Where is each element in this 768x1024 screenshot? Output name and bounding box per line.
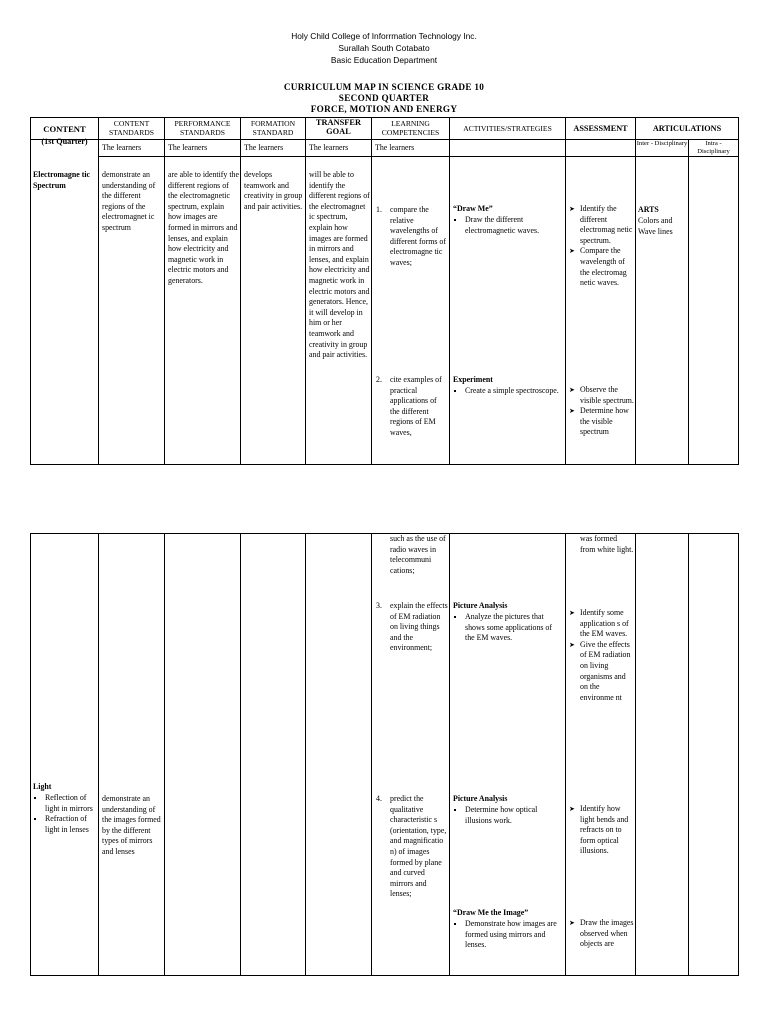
learners-label: The learners bbox=[309, 143, 349, 152]
col-header-performance-standards: PERFORMANCE STANDARDS bbox=[174, 119, 231, 137]
col-header-learning-competencies: LEARNING COMPETENCIES bbox=[381, 119, 440, 137]
assessment-list-5 bbox=[569, 918, 634, 974]
assessment-item: ➤ Identify some application s of the EM waves. bbox=[580, 608, 634, 640]
activity-draw-me-title: “Draw Me” bbox=[453, 204, 493, 213]
light-content-standard-text: demonstrate an understanding of the images formed by the different types of mirrors and lenses bbox=[102, 794, 161, 856]
content-light-title: Light bbox=[33, 782, 52, 791]
col-header-activities: ACTIVITIES/STRATEGIES bbox=[463, 124, 552, 133]
content-electromagnetic-spectrum: Electromagne tic Spectrum bbox=[33, 170, 91, 190]
assessment-item: ➤ Give the effects of EM radiation on living organisms and on the environme nt bbox=[580, 640, 634, 704]
competency-number: 2. bbox=[376, 375, 382, 384]
content-standard-text: demonstrate an understanding of the different regions of the electromagnet ic spectrum bbox=[102, 170, 156, 232]
activity-item: ▪ Demonstrate how images are formed using mirrors and lenses. bbox=[465, 919, 563, 951]
assessment-continued: was formed from white light. bbox=[580, 534, 634, 554]
assessment-list-4 bbox=[569, 804, 634, 857]
competency-4-text: predict the qualitative characteristic s (orientation, type, and magnificatio n) of images formed by plane and curved mirrors and lenses; bbox=[390, 794, 447, 899]
assessment-list-1 bbox=[569, 204, 634, 289]
col-header-intra-disciplinary: Intra - Disciplinary bbox=[697, 140, 730, 155]
col-header-transfer-goal: TRANSFER GOAL bbox=[315, 118, 362, 136]
activity-experiment bbox=[453, 386, 563, 397]
learners-label: The learners bbox=[102, 143, 142, 152]
content-item: ▪ Refraction of light in lenses bbox=[45, 814, 97, 835]
col-header-content-standards: CONTENT STANDARDS bbox=[109, 119, 154, 137]
school-name: Holy Child College of Inforrmation Technology Inc. bbox=[291, 31, 477, 41]
assessment-item: ➤ Observe the visible spectrum. bbox=[580, 385, 634, 406]
topic-title: FORCE, MOTION AND ENERGY bbox=[310, 104, 458, 114]
assessment-item: ➤ Determine how the visible spectrum bbox=[580, 406, 634, 438]
activity-picture-analysis-title: Picture Analysis bbox=[453, 601, 508, 610]
col-header-assessment: ASSESSMENT bbox=[573, 124, 628, 133]
activity-item: ▪ Draw the different electromagnetic waves. bbox=[465, 215, 563, 236]
assessment-item: ➤ Identify the different electromag netic spectrum. bbox=[580, 204, 634, 246]
articulation-arts-title: ARTS bbox=[638, 205, 659, 214]
assessment-item: ➤ Draw the images observed when objects are bbox=[580, 918, 634, 950]
document-title: CURRICULUM MAP IN SCIENCE GRADE 10 bbox=[283, 82, 485, 92]
competency-2-text: cite examples of practical applications of the different regions of EM waves, bbox=[390, 375, 442, 437]
school-address: Surallah South Cotabato bbox=[338, 43, 430, 53]
learners-label: The learners bbox=[244, 143, 284, 152]
activity-picture-analysis-2-title: Picture Analysis bbox=[453, 794, 508, 803]
activity-draw-me-image bbox=[453, 919, 563, 951]
activity-draw-me bbox=[453, 215, 563, 236]
department-name: Basic Education Department bbox=[330, 55, 438, 65]
assessment-list-2 bbox=[569, 385, 634, 463]
competency-2-continued: such as the use of radio waves in telecommuni cations; bbox=[390, 534, 446, 575]
transfer-goal-text: will be able to identify the different regions of the electromagnet ic spectrum, explain how images are formed in mirrors and lenses, and explain how electricity and magnetic work in electric motors and generators. Hence, it will develop in him or her teamwork and creativity in group and pair activities. bbox=[309, 170, 370, 360]
activity-item: ▪ Create a simple spectroscope. bbox=[465, 386, 563, 397]
assessment-item: ➤ Compare the wavelength of the electromag netic waves. bbox=[580, 246, 634, 288]
competency-1-text: compare the relative wavelengths of different forms of electromagne tic waves; bbox=[390, 205, 446, 267]
col-header-content: CONTENT bbox=[43, 124, 86, 134]
activity-experiment-title: Experiment bbox=[453, 375, 493, 384]
activity-picture-analysis-2 bbox=[453, 805, 563, 826]
col-header-inter-disciplinary: Inter - Disciplinary bbox=[636, 140, 688, 147]
articulation-arts-text: Colors and Wave lines bbox=[638, 216, 673, 236]
content-item: ▪ Reflection of light in mirrors bbox=[45, 793, 97, 814]
learners-label: The learners bbox=[375, 143, 415, 152]
assessment-item: ➤ Identify how light bends and refracts on to form optical illusions. bbox=[580, 804, 634, 857]
col-header-articulations: ARTICULATIONS bbox=[652, 124, 722, 133]
competency-number: 4. bbox=[376, 794, 382, 803]
quarter-title: SECOND QUARTER bbox=[338, 93, 430, 103]
performance-standard-text: are able to identify the different regions of the electromagnetic spectrum, explain how images are formed in mirrors and lenses, and explain how electricity and magnetic work in electric motors and generators. bbox=[168, 170, 239, 285]
assessment-list-3 bbox=[569, 608, 634, 703]
competency-number: 1. bbox=[376, 205, 382, 214]
activity-item: ▪ Determine how optical illusions work. bbox=[465, 805, 563, 826]
activity-item: ▪ Analyze the pictures that shows some applications of the EM waves. bbox=[465, 612, 563, 644]
activity-draw-me-image-title: “Draw Me the Image” bbox=[453, 908, 529, 917]
content-light-list bbox=[33, 793, 97, 835]
col-header-formation-standard: FORMATION STANDARD bbox=[250, 119, 296, 137]
col-header-quarter: (1st Quarter) bbox=[41, 137, 88, 146]
formation-standard-text: develops teamwork and creativity in group and pair activities. bbox=[244, 170, 303, 211]
learners-label: The learners bbox=[168, 143, 208, 152]
activity-picture-analysis bbox=[453, 612, 563, 644]
competency-number: 3. bbox=[376, 601, 382, 610]
competency-3-text: explain the effects of EM radiation on living things and the environment; bbox=[390, 601, 448, 653]
